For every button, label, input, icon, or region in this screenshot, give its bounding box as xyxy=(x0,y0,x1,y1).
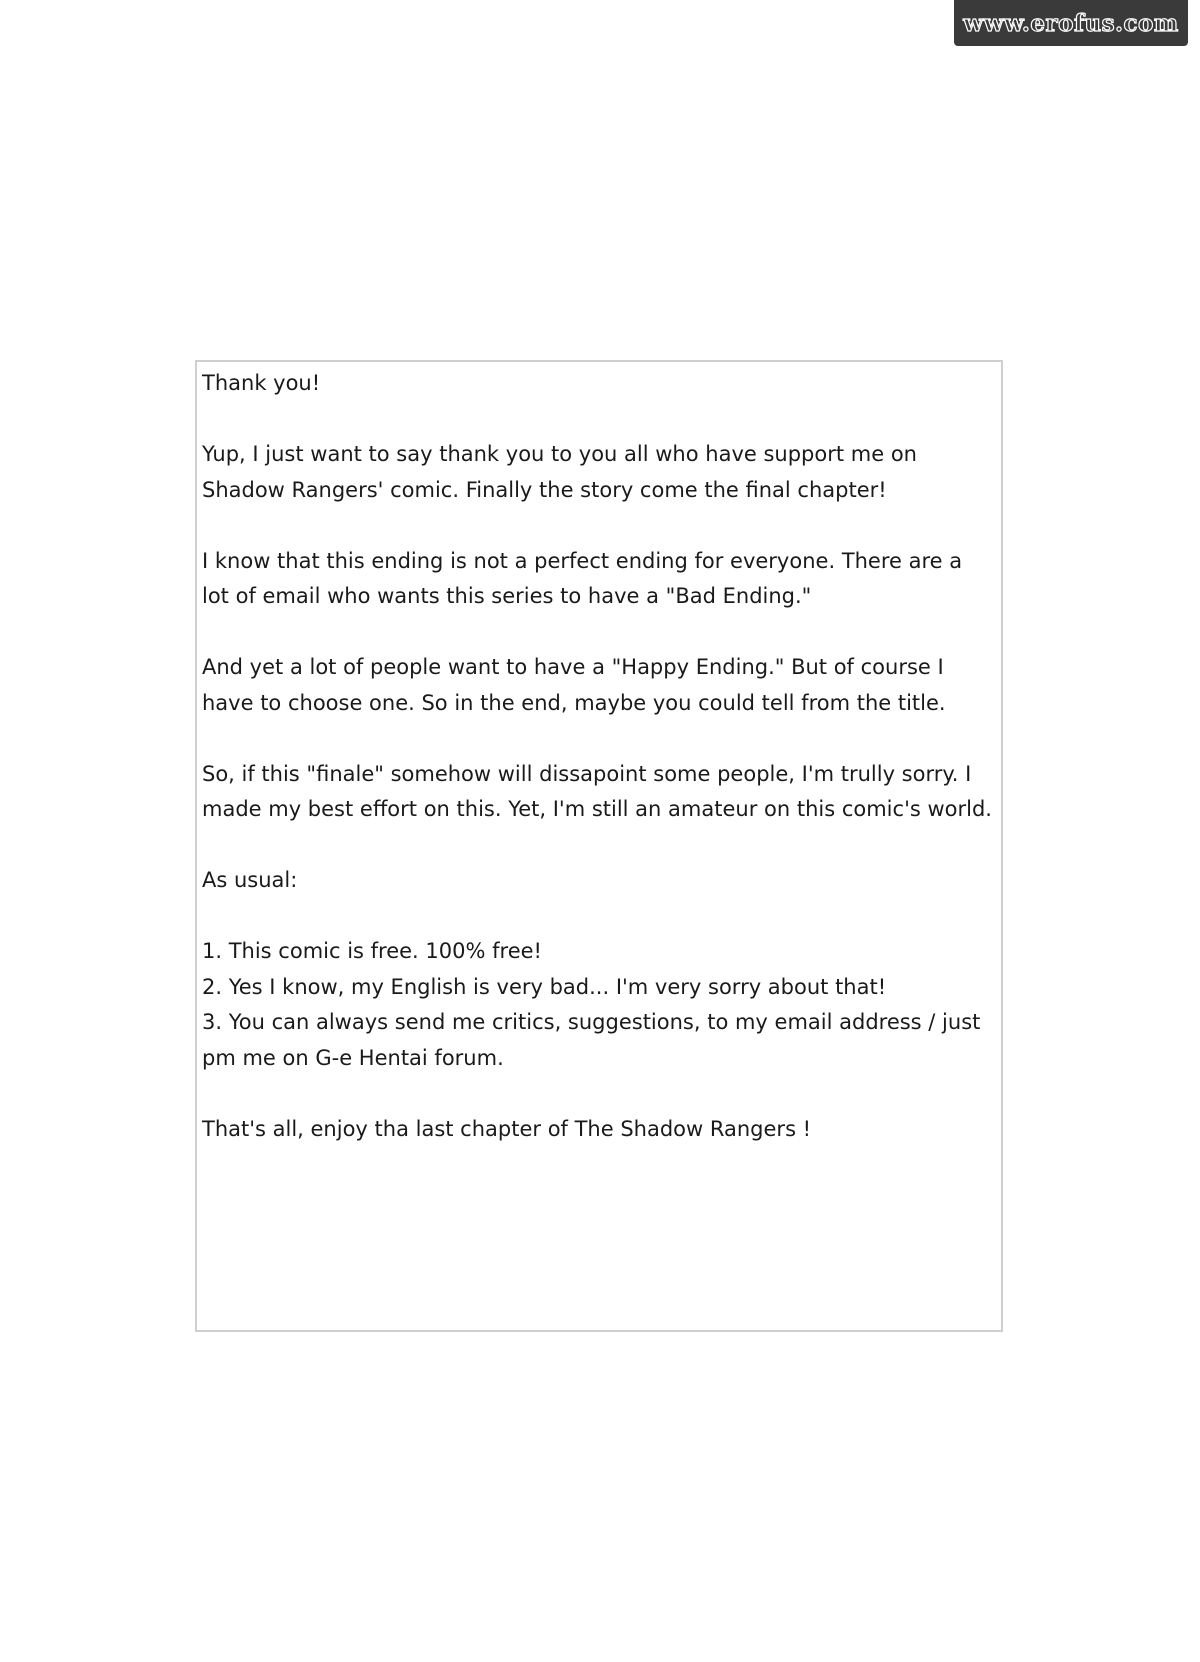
as-usual-heading: As usual: xyxy=(202,868,298,892)
letter-box xyxy=(195,360,1003,1332)
letter-paragraph: So, if this "finale" somehow will dissapoint some people, I'm trully sorry. I made my best effort on this. Yet, I'm still an amateur on this comic's world. xyxy=(202,761,992,821)
letter-title: Thank you! xyxy=(202,371,321,395)
list-item: 3. You can always send me critics, suggestions, to my email address / just pm me on G-e Hentai forum. xyxy=(202,1010,981,1070)
watermark-banner xyxy=(954,0,1188,46)
list-item: 2. Yes I know, my English is very bad... I'm very sorry about that! xyxy=(202,974,887,999)
list-item: 1. This comic is free. 100% free! xyxy=(202,939,542,963)
letter-paragraph: And yet a lot of people want to have a "Happy Ending." But of course I have to choose one. So in the end, maybe you could tell from the title. xyxy=(202,655,946,715)
letter-paragraph: Yup, I just want to say thank you to you all who have support me on Shadow Rangers' comic. Finally the story come the final chapter! xyxy=(202,442,917,502)
letter-closing: That's all, enjoy tha last chapter of The Shadow Rangers ! xyxy=(202,1116,812,1141)
letter-paragraph: I know that this ending is not a perfect ending for everyone. There are a lot of email who wants this series to have a "Bad Ending." xyxy=(202,548,963,608)
watermark-text: www.erofus.com xyxy=(963,9,1179,37)
